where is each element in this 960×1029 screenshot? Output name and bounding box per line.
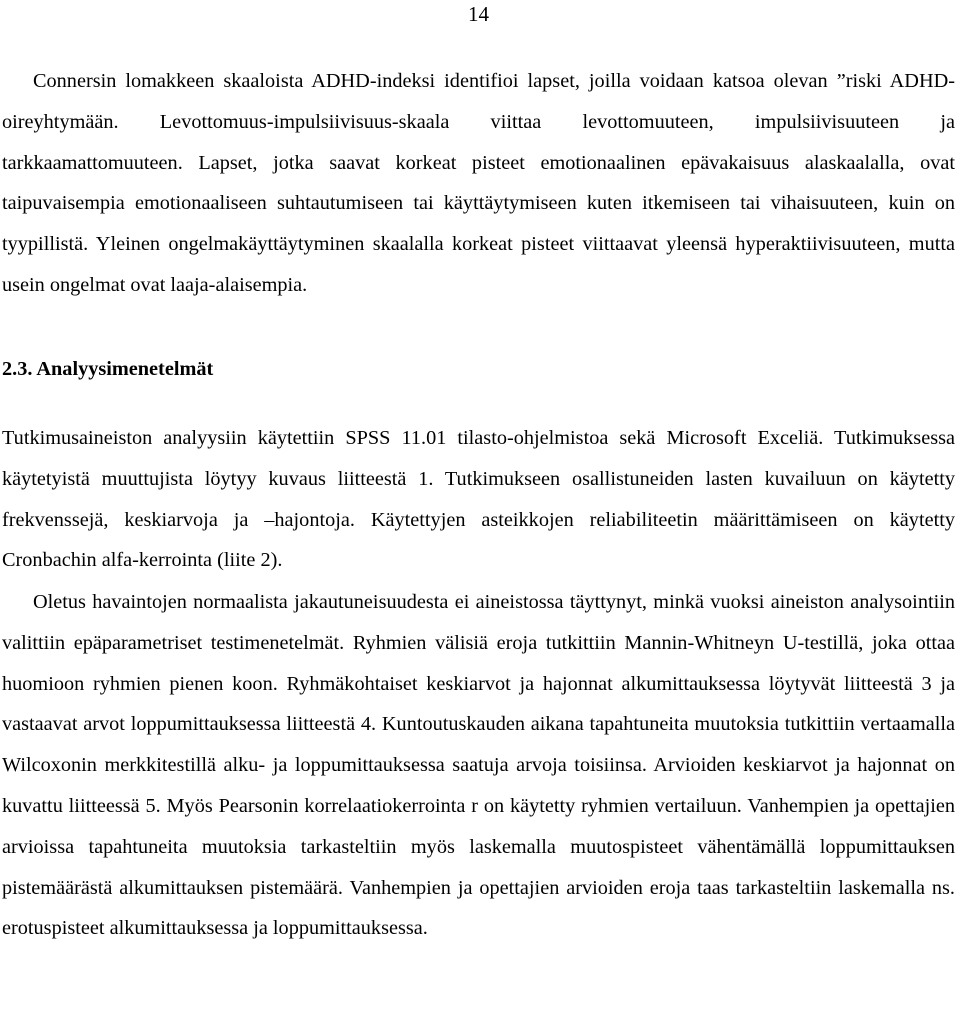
body-paragraph: Tutkimusaineiston analyysiin käytettiin SPSS 11.01 tilasto-ohjelmistoa sekä Microsoft Exceliä. Tutkimuksessa käytetyistä muuttujista löytyy kuvaus liitteestä 1. Tutkimukseen osallistuneiden lasten kuvailuun on käytetty frekvenssejä, keskiarvoja ja –hajontoja. Käytettyjen asteikkojen reliabiliteetin määrittämiseen on käytetty Cronbachin alfa-kerrointa (liite 2). (2, 427, 955, 572)
body-paragraph: Connersin lomakkeen skaaloista ADHD-indeksi identifioi lapset, joilla voidaan katsoa olevan ”riski ADHD-oireyhtymään. Levottomuus-impulsiivisuus-skaala viittaa levottomuuteen, impulsiivisuuteen ja tarkkaamattomuuteen. Lapset, jotka saavat korkeat pisteet emotionaalinen epävakaisuus alaskaalalla, ovat taipuvaisempia emotionaaliseen suhtautumiseen tai käyttäytymiseen kuten itkemiseen tai vihaisuuteen, kuin on tyypillistä. Yleinen ongelmakäyttäytyminen skaalalla korkeat pisteet viittaavat yleensä hyperaktiivisuuteen, mutta usein ongelmat ovat laaja-alaisempia. (2, 70, 955, 296)
section-heading: 2.3. Analyysimenetelmät (2, 358, 214, 380)
body-paragraph: Oletus havaintojen normaalista jakautuneisuudesta ei aineistossa täyttynyt, minkä vuoksi aineiston analysointiin valittiin epäparametriset testimenetelmät. Ryhmien välisiä eroja tutkittiin Mannin-Whitneyn U-testillä, joka ottaa huomioon ryhmien pienen koon. Ryhmäkohtaiset keskiarvot ja hajonnat alkumittauksessa löytyvät liitteestä 3 ja vastaavat arvot loppumittauksessa liitteestä 4. Kuntoutuskauden aikana tapahtuneita muutoksia tutkittiin vertaamalla Wilcoxonin merkkitestillä alku- ja loppumittauksessa saatuja arvoja toisiinsa. Arvioiden keskiarvot ja hajonnat on kuvattu liitteessä 5. Myös Pearsonin korrelaatiokerrointa r on käytetty ryhmien vertailuun. Vanhempien ja opettajien arvioissa tapahtuneita muutoksia tarkasteltiin myös laskemalla muutospisteet vähentämällä loppumittauksen pistemäärästä alkumittauksen pistemäärä. Vanhempien ja opettajien arvioiden eroja taas tarkasteltiin laskemalla ns. erotuspisteet alkumittauksessa ja loppumittauksessa. (2, 591, 955, 940)
page-number: 14 (468, 2, 489, 26)
